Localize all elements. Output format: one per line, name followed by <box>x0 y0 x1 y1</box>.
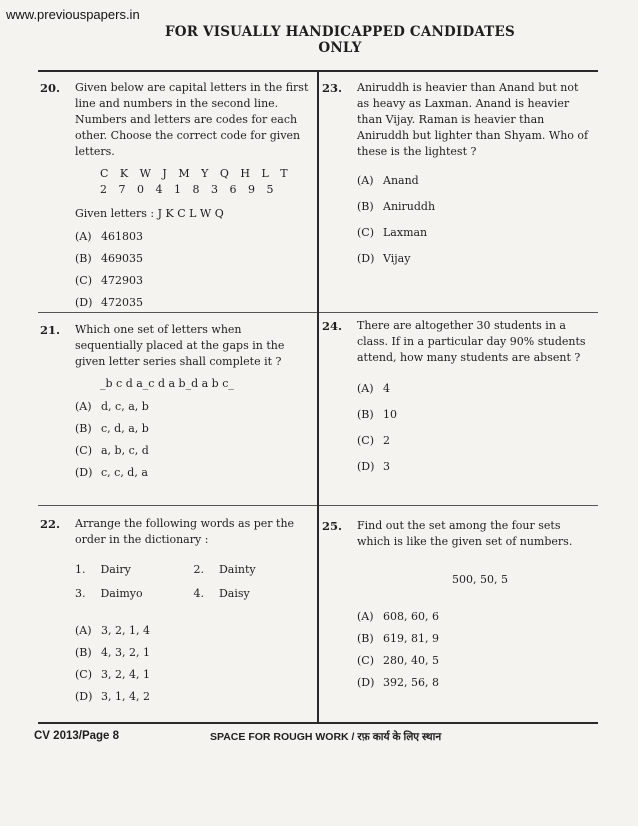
option-d[interactable]: (D) Vijay <box>357 252 411 265</box>
option-b[interactable]: (B) 10 <box>357 408 397 421</box>
word-row: 3. Daimyo 4. Daisy <box>75 587 250 600</box>
question-number: 22. <box>40 517 61 531</box>
question-text: Arrange the following words as per the order in the dictionary : <box>75 517 295 546</box>
word-list <box>75 558 312 606</box>
divider-q21-q22 <box>38 505 317 506</box>
option-c[interactable]: (C) 2 <box>357 434 390 447</box>
word-row: 1. Dairy 2. Dainty <box>75 563 256 576</box>
question-text: There are altogether 30 students in a class. If in a particular day 90% students attend, how many students are absent ? <box>357 319 586 364</box>
question-text: Which one set of letters when sequentially placed at the gaps in the given letter series shall complete it ? <box>75 323 285 368</box>
bottom-rule <box>38 722 598 724</box>
options <box>357 376 594 480</box>
option-b[interactable]: (B) 619, 81, 9 <box>357 632 439 645</box>
divider-q24-q25 <box>319 505 598 506</box>
given-letters: Given letters : J K C L W Q <box>75 207 224 220</box>
question-24 <box>322 318 594 480</box>
numbers-line: 2 7 0 4 1 8 3 6 9 5 <box>100 183 278 196</box>
question-20 <box>40 80 312 314</box>
option-a[interactable]: (A) 461803 <box>75 230 143 243</box>
watermark: www.previouspapers.in <box>6 7 140 22</box>
option-c[interactable]: (C) 472903 <box>75 274 143 287</box>
given-number-set: 500, 50, 5 <box>452 573 508 586</box>
options <box>357 606 594 694</box>
option-b[interactable]: (B) 4, 3, 2, 1 <box>75 646 150 659</box>
option-d[interactable]: (D) 472035 <box>75 296 143 309</box>
divider-q23-q24 <box>319 312 598 313</box>
question-number: 20. <box>40 81 61 95</box>
option-c[interactable]: (C) Laxman <box>357 226 428 239</box>
option-a[interactable]: (A) 608, 60, 6 <box>357 610 439 623</box>
question-number: 23. <box>322 81 343 95</box>
letters-line: C K W J M Y Q H L T <box>100 167 292 180</box>
question-text: Find out the set among the four sets which is like the given set of numbers. <box>357 519 573 548</box>
option-c[interactable]: (C) 3, 2, 4, 1 <box>75 668 150 681</box>
option-b[interactable]: (B) c, d, a, b <box>75 422 149 435</box>
letter-series: _b c d a_c d a b_d a b c_ <box>100 377 234 390</box>
question-text: Aniruddh is heavier than Anand but not as heavy as Laxman. Anand is heavier than Vijay. Raman is heavier than Aniruddh but lighter than Shyam. Who of these is the lightest ? <box>357 81 589 158</box>
rough-work-label: SPACE FOR ROUGH WORK / रफ़ कार्य के लिए स्थान <box>210 731 442 743</box>
option-d[interactable]: (D) 392, 56, 8 <box>357 676 439 689</box>
option-a[interactable]: (A) 4 <box>357 382 390 395</box>
option-c[interactable]: (C) a, b, c, d <box>75 444 149 457</box>
option-d[interactable]: (D) 3, 1, 4, 2 <box>75 690 150 703</box>
option-a[interactable]: (A) 3, 2, 1, 4 <box>75 624 150 637</box>
option-a[interactable]: (A) Anand <box>357 174 419 187</box>
options <box>75 620 312 708</box>
question-23 <box>322 80 594 272</box>
option-b[interactable]: (B) Aniruddh <box>357 200 436 213</box>
options <box>75 396 312 484</box>
option-d[interactable]: (D) 3 <box>357 460 390 473</box>
question-number: 24. <box>322 319 343 333</box>
option-a[interactable]: (A) d, c, a, b <box>75 400 149 413</box>
question-25 <box>322 518 594 694</box>
question-21 <box>40 322 312 484</box>
column-divider <box>317 72 319 722</box>
page-header: FOR VISUALLY HANDICAPPED CANDIDATES ONLY <box>164 24 515 56</box>
question-text: Given below are capital letters in the first line and numbers in the second line. Numbers and letters are codes for each other. Choose the correct code for given letters. <box>75 81 309 158</box>
question-22 <box>40 516 312 708</box>
options <box>357 168 594 272</box>
page-footer-number: CV 2013/Page 8 <box>34 730 120 742</box>
option-c[interactable]: (C) 280, 40, 5 <box>357 654 439 667</box>
question-number: 21. <box>40 323 61 337</box>
question-number: 25. <box>322 519 343 533</box>
option-b[interactable]: (B) 469035 <box>75 252 143 265</box>
option-d[interactable]: (D) c, c, d, a <box>75 466 148 479</box>
options <box>75 226 312 314</box>
